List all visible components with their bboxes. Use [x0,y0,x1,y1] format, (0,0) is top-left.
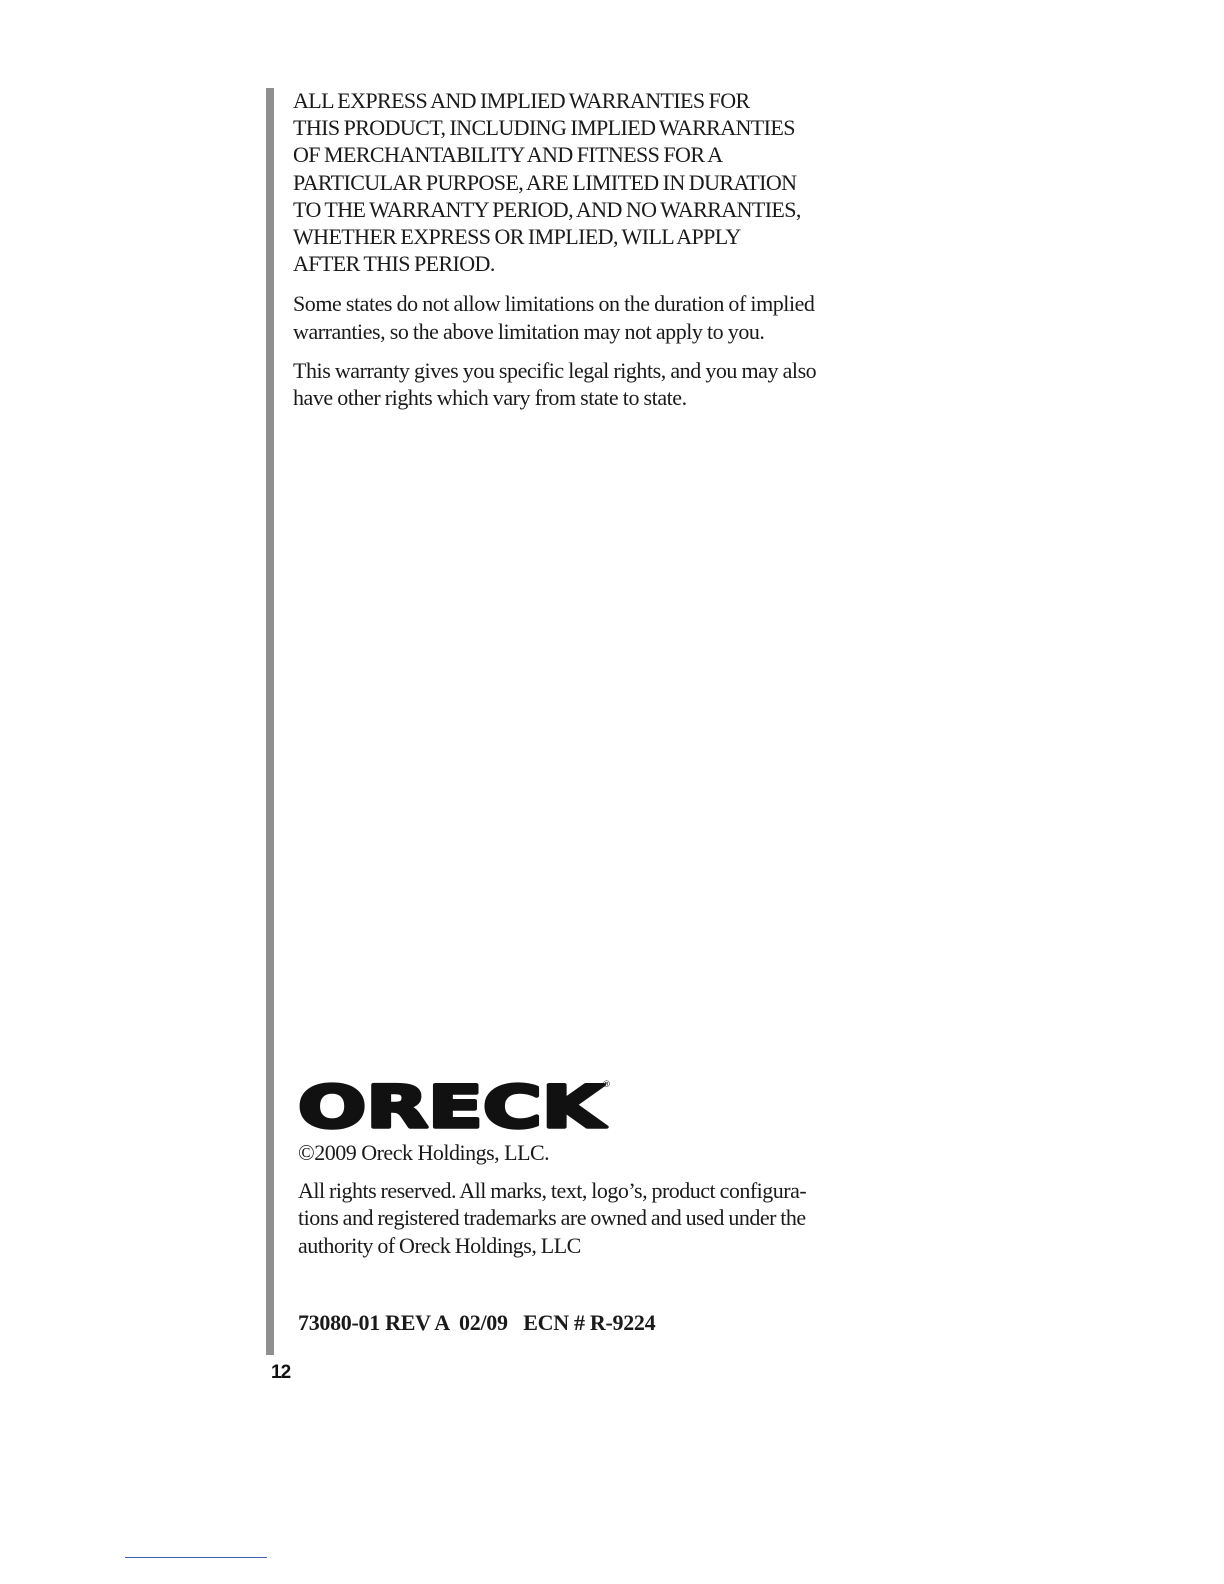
margin-rule [266,88,274,1355]
copyright-notice: ©2009 Oreck Holdings, LLC. [298,1140,550,1165]
text-line: AFTER THIS PERIOD. [293,251,495,277]
legal-rights-paragraph [293,357,868,411]
rights-statement [298,1177,878,1259]
warranty-disclaimer [293,87,868,277]
text-line: TO THE WARRANTY PERIOD, AND NO WARRANTIES, [293,196,801,222]
registered-mark: ® [602,1080,611,1090]
logo-wordmark: ORECK [298,1073,607,1141]
document-number: 73080-01 REV A 02/09 ECN # R-9224 [298,1310,656,1335]
states-limitation-paragraph [293,290,868,344]
text-line: PARTICULAR PURPOSE, ARE LIMITED IN DURATION [293,169,797,195]
text-line: WHETHER EXPRESS OR IMPLIED, WILL APPLY [293,224,741,250]
text-line: authority of Oreck Holdings, LLC [298,1232,581,1258]
text-line: Some states do not allow limitations on the duration of implied [293,291,815,317]
warranty-text [293,87,868,423]
text-line: OF MERCHANTABILITY AND FITNESS FOR A [293,142,723,168]
text-line: ALL EXPRESS AND IMPLIED WARRANTIES FOR [293,88,750,113]
bottom-rule [125,1557,267,1558]
text-line: have other rights which vary from state to state. [293,385,687,411]
text-line: warranties, so the above limitation may not apply to you. [293,318,765,344]
oreck-logo [298,1073,611,1141]
text-line: This warranty gives you specific legal rights, and you may also [293,357,817,383]
text-line: tions and registered trademarks are owned and used under the [298,1205,806,1231]
text-line: All rights reserved. All marks, text, logo’s, product configura- [298,1178,807,1203]
footer [298,1073,878,1259]
text-line: THIS PRODUCT, INCLUDING IMPLIED WARRANTIES [293,115,795,141]
page-number: 12 [271,1362,291,1383]
